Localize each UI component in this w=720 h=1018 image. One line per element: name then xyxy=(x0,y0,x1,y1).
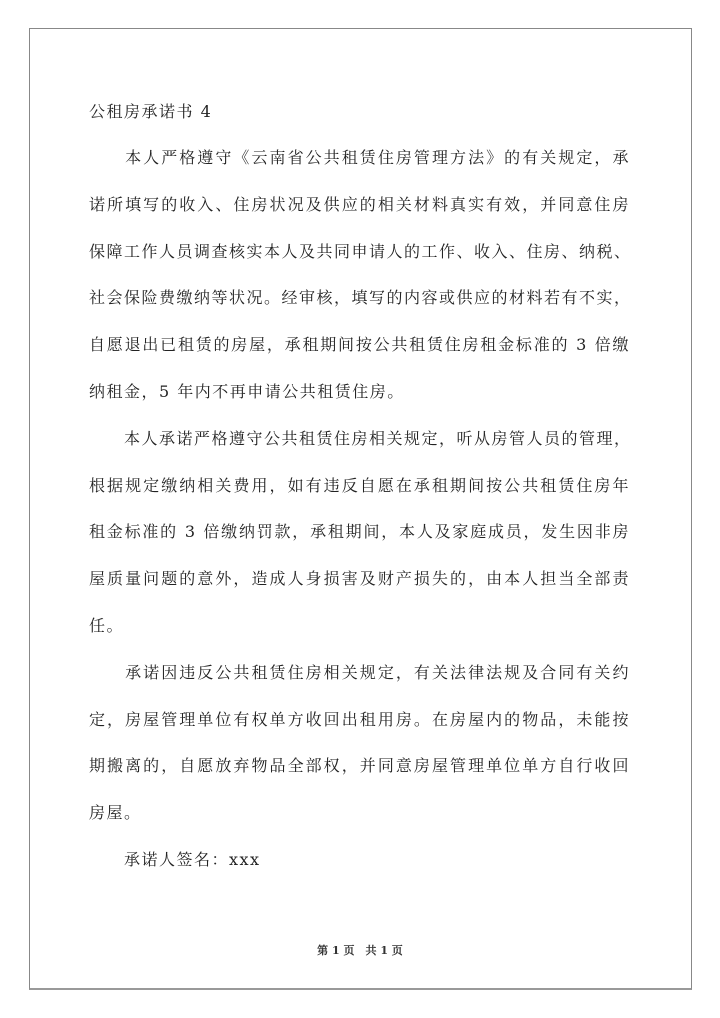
paragraph-line: 自愿退出已租赁的房屋，承租期间按公共租赁住房租金标准的 3 倍缴 xyxy=(89,335,630,355)
paragraph-line: 租金标准的 3 倍缴纳罚款，承租期间，本人及家庭成员，发生因非房 xyxy=(89,522,630,542)
page-footer: 第 1 页 共 1 页 xyxy=(317,944,403,957)
paragraph-line: 任。 xyxy=(89,616,125,635)
paragraph-line: 本人承诺严格遵守公共租赁住房相关规定，听从房管人员的管理， xyxy=(89,428,632,448)
paragraph-line: 保障工作人员调查核实本人及共同申请人的工作、收入、住房、纳税、 xyxy=(89,241,632,261)
paragraph-line: 屋质量问题的意外，造成人身损害及财产损失的，由本人担当全部责 xyxy=(89,569,630,589)
paragraph-line: 社会保险费缴纳等状况。经审核，填写的内容或供应的材料若有不实， xyxy=(89,288,632,308)
paragraph-line: 期搬离的，自愿放弃物品全部权，并同意房屋管理单位单方自行收回 xyxy=(89,756,630,776)
paragraph-line: 定，房屋管理单位有权单方收回出租用房。在房屋内的物品，未能按 xyxy=(89,709,630,729)
paragraph-line: 根据规定缴纳相关费用，如有违反自愿在承租期间按公共租赁住房年 xyxy=(89,475,630,495)
paragraph-line: 诺所填写的收入、住房状况及供应的相关材料真实有效，并同意住房 xyxy=(89,194,630,214)
paragraph-line: 房屋。 xyxy=(89,803,142,823)
paragraph-line: 承诺因违反公共租赁住房相关规定，有关法律法规及合同有关约 xyxy=(89,662,630,682)
paragraph-line: 纳租金，5 年内不再申请公共租赁住房。 xyxy=(89,382,405,401)
page-border xyxy=(29,28,692,990)
document-title: 公租房承诺书 4 xyxy=(89,102,213,121)
paragraph-line: 本人严格遵守《云南省公共租赁住房管理方法》的有关规定，承 xyxy=(89,148,630,167)
paragraph-line: 承诺人签名：xxx xyxy=(89,850,261,869)
